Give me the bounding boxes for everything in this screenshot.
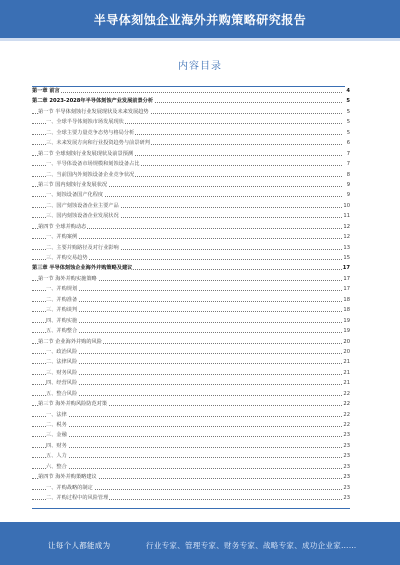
toc-leader-dots bbox=[32, 290, 342, 291]
toc-entry-page: 22 bbox=[342, 410, 350, 420]
toc-entry-label: 六、整合 bbox=[46, 463, 67, 470]
toc-entry[interactable] bbox=[32, 243, 350, 253]
toc-leader-dots bbox=[32, 238, 342, 239]
toc-entry-label: 二、并购过程中的风险管理 bbox=[46, 495, 109, 502]
toc-leader-dots bbox=[32, 384, 342, 385]
toc-entry-page: 9 bbox=[346, 180, 350, 190]
toc-entry-label: 三、金融 bbox=[46, 432, 67, 439]
toc-leader-dots bbox=[32, 301, 342, 302]
toc-entry[interactable] bbox=[32, 232, 350, 242]
toc-entry-page: 21 bbox=[342, 368, 350, 378]
toc-entry[interactable] bbox=[32, 368, 350, 378]
toc-entry-page: 17 bbox=[342, 274, 350, 284]
toc-entry-label: 一、并购案例 bbox=[46, 234, 78, 241]
toc-entry-page: 23 bbox=[342, 483, 350, 493]
toc-entry[interactable] bbox=[32, 357, 350, 367]
toc-entry-page: 23 bbox=[342, 441, 350, 451]
toc-entry[interactable] bbox=[32, 138, 350, 148]
toc-entry-label: 三、未来发展方向和行业投资趋势与前景研判 bbox=[46, 140, 150, 147]
footer-roles: 行业专家、管理专家、财务专家、战略专家、成功企业家…… bbox=[146, 541, 357, 550]
toc-entry[interactable] bbox=[32, 451, 350, 461]
toc-entry-page: 20 bbox=[342, 347, 350, 357]
toc-entry-page: 12 bbox=[342, 222, 350, 232]
toc-entry[interactable] bbox=[32, 462, 350, 472]
toc-entry-page: 18 bbox=[342, 295, 350, 305]
toc-leader-dots bbox=[32, 311, 342, 312]
toc-entry[interactable] bbox=[32, 96, 350, 106]
toc-entry-page: 15 bbox=[342, 253, 350, 263]
toc-entry-label: 第三节 海外并购风险防范对策 bbox=[38, 401, 108, 408]
toc-entry-page: 22 bbox=[342, 420, 350, 430]
toc-entry-label: 第一节 海外并购实施策略 bbox=[38, 275, 97, 282]
toc-entry-label: 四、财务 bbox=[46, 442, 67, 449]
toc-entry-label: 三、国内刻蚀设备企业发展状况 bbox=[46, 213, 119, 220]
toc-entry[interactable] bbox=[32, 263, 350, 273]
toc-entry[interactable] bbox=[32, 180, 350, 190]
toc-entry-page: 17 bbox=[342, 263, 350, 273]
toc-entry-label: 第一节 半导体刻蚀行业发展现状及未来发展趋势 bbox=[38, 108, 149, 115]
toc-entry-label: 第二节 企业海外并购的风险 bbox=[38, 338, 102, 345]
toc-leader-dots bbox=[32, 468, 342, 469]
toc-entry-page: 5 bbox=[345, 96, 350, 106]
toc-entry-page: 22 bbox=[342, 399, 350, 409]
toc-entry-label: 五、并购整合 bbox=[46, 328, 78, 335]
toc-entry[interactable] bbox=[32, 389, 350, 399]
toc-leader-dots bbox=[32, 457, 342, 458]
toc-entry-label: 第三章 半导体刻蚀企业海外并购策略及建议 bbox=[32, 265, 133, 272]
toc-entry[interactable] bbox=[32, 295, 350, 305]
toc-entry-page: 19 bbox=[342, 316, 350, 326]
toc-entry-label: 一、全球半导体刻蚀市场发展现状 bbox=[46, 119, 124, 126]
toc-entry[interactable] bbox=[32, 201, 350, 211]
toc-entry-page: 4 bbox=[345, 86, 350, 96]
toc-entry[interactable] bbox=[32, 316, 350, 326]
toc-entry-page: 13 bbox=[342, 243, 350, 253]
toc-entry-page: 5 bbox=[346, 107, 350, 117]
toc-entry[interactable] bbox=[32, 222, 350, 232]
toc-heading: 内容目录 bbox=[178, 61, 222, 72]
toc-entry[interactable] bbox=[32, 107, 350, 117]
toc-leader-dots bbox=[32, 353, 342, 354]
toc-leader-dots bbox=[32, 447, 342, 448]
toc-entry-page: 23 bbox=[342, 462, 350, 472]
toc-leader-dots bbox=[32, 436, 342, 437]
toc-entry[interactable] bbox=[32, 211, 350, 221]
toc-entry[interactable] bbox=[32, 347, 350, 357]
toc-entry-label: 第三节 国内刻蚀行业发展状况 bbox=[38, 181, 108, 188]
toc-entry-page: 5 bbox=[346, 128, 350, 138]
toc-entry-label: 三、财务风险 bbox=[46, 369, 78, 376]
toc-entry-label: 五、人力 bbox=[46, 453, 67, 460]
toc-entry-label: 一、刻蚀设备国产化程度 bbox=[46, 192, 104, 199]
toc-entry-page: 23 bbox=[342, 430, 350, 440]
report-header bbox=[0, 0, 400, 38]
toc-entry[interactable] bbox=[32, 483, 350, 493]
toc-entry[interactable] bbox=[32, 284, 350, 294]
toc-leader-dots bbox=[32, 374, 342, 375]
toc-entry[interactable] bbox=[32, 86, 350, 96]
toc-entry-page: 23 bbox=[342, 472, 350, 482]
toc-entry-page: 10 bbox=[342, 201, 350, 211]
toc-entry-label: 第二节 全球刻蚀行业发展现状及前景预测 bbox=[38, 150, 134, 157]
toc-entry-label: 四、并购实施 bbox=[46, 317, 78, 324]
toc-entry-page: 21 bbox=[342, 357, 350, 367]
toc-entry-label: 第一章 前言 bbox=[32, 88, 60, 94]
toc-entry[interactable] bbox=[32, 493, 350, 503]
toc-entry-label: 一、法律 bbox=[46, 411, 67, 418]
toc-entry[interactable] bbox=[32, 337, 350, 347]
toc-entry-label: 二、全球主要力量竞争态势与格局分析 bbox=[46, 129, 135, 136]
toc-entry-label: 一、半导体设备市场规模和刻蚀设备占比 bbox=[46, 161, 140, 168]
toc-entry[interactable] bbox=[32, 305, 350, 315]
toc-entry-page: 20 bbox=[342, 337, 350, 347]
toc-entry-label: 第二章 2023-2028年半导体刻蚀产业发展前景分析 bbox=[32, 98, 154, 105]
toc-entry-page: 21 bbox=[342, 378, 350, 388]
toc-entry-label: 二、并购准备 bbox=[46, 296, 78, 303]
toc-entry[interactable] bbox=[32, 190, 350, 200]
toc-entry-page: 19 bbox=[342, 326, 350, 336]
toc-entry-page: 23 bbox=[342, 451, 350, 461]
toc-bottom-rule bbox=[32, 508, 350, 509]
toc-entry-page: 22 bbox=[342, 389, 350, 399]
toc-entry-page: 5 bbox=[346, 117, 350, 127]
toc-leader-dots bbox=[32, 426, 342, 427]
toc-entry-label: 三、并购谈判 bbox=[46, 307, 78, 314]
footer-slogan: 让每个人都能成为 bbox=[48, 541, 111, 550]
toc-entry-label: 二、当前国内外刻蚀设备企业竞争状况 bbox=[46, 171, 135, 178]
toc-entry[interactable] bbox=[32, 170, 350, 180]
toc-entry[interactable] bbox=[32, 117, 350, 127]
toc-entry[interactable] bbox=[32, 441, 350, 451]
toc-entry[interactable] bbox=[32, 472, 350, 482]
toc-entry[interactable] bbox=[32, 159, 350, 169]
toc-entry-label: 四、经营风险 bbox=[46, 380, 78, 387]
toc-entry-label: 二、主要并购路径及对行业影响 bbox=[46, 244, 119, 251]
toc-entry-label: 二、税务 bbox=[46, 422, 67, 428]
toc-entry[interactable] bbox=[32, 274, 350, 284]
toc-entry[interactable] bbox=[32, 410, 350, 420]
toc-entry-page: 12 bbox=[342, 232, 350, 242]
toc-entry-page: 7 bbox=[346, 149, 350, 159]
toc-entry-page: 7 bbox=[346, 159, 350, 169]
toc-entry-page: 8 bbox=[346, 170, 350, 180]
toc-entry[interactable] bbox=[32, 420, 350, 430]
toc-entry-label: 一、并购战略的制定 bbox=[46, 484, 93, 491]
report-title: 半导体刻蚀企业海外并购策略研究报告 bbox=[93, 13, 307, 27]
toc-entry-label: 第四节 海外并购策略建议 bbox=[38, 474, 97, 481]
toc-entry-label: 二、国产刻蚀设备企业主要产品 bbox=[46, 202, 119, 209]
toc-entry-page: 9 bbox=[346, 190, 350, 200]
toc-entry-label: 二、法律风险 bbox=[46, 359, 78, 366]
toc-entry-label: 五、整合风险 bbox=[46, 390, 78, 397]
toc-entry-page: 17 bbox=[342, 284, 350, 294]
toc-entry-page: 23 bbox=[342, 493, 350, 503]
toc-entry[interactable] bbox=[32, 128, 350, 138]
toc-entry-label: 三、并购交易趋势 bbox=[46, 255, 88, 261]
toc-entry-page: 6 bbox=[346, 138, 350, 148]
table-of-contents bbox=[32, 86, 350, 504]
toc-leader-dots bbox=[32, 395, 342, 396]
footer-banner bbox=[0, 522, 400, 565]
toc-entry[interactable] bbox=[32, 326, 350, 336]
toc-entry-page: 11 bbox=[342, 211, 350, 221]
toc-leader-dots bbox=[32, 332, 342, 333]
toc-entry[interactable] bbox=[32, 399, 350, 409]
toc-entry-label: 第四节 全球并购动态 bbox=[38, 223, 87, 230]
toc-entry-label: 一、政治风险 bbox=[46, 348, 78, 355]
toc-entry-page: 18 bbox=[342, 305, 350, 315]
toc-leader-dots bbox=[32, 92, 342, 93]
toc-entry[interactable] bbox=[32, 378, 350, 388]
toc-leader-dots bbox=[32, 416, 342, 417]
header-divider bbox=[0, 38, 400, 41]
toc-entry[interactable] bbox=[32, 149, 350, 159]
toc-entry-label: 一、并购规划 bbox=[46, 286, 78, 293]
toc-leader-dots bbox=[32, 322, 342, 323]
toc-entry[interactable] bbox=[32, 430, 350, 440]
toc-entry[interactable] bbox=[32, 253, 350, 263]
toc-leader-dots bbox=[32, 363, 342, 364]
